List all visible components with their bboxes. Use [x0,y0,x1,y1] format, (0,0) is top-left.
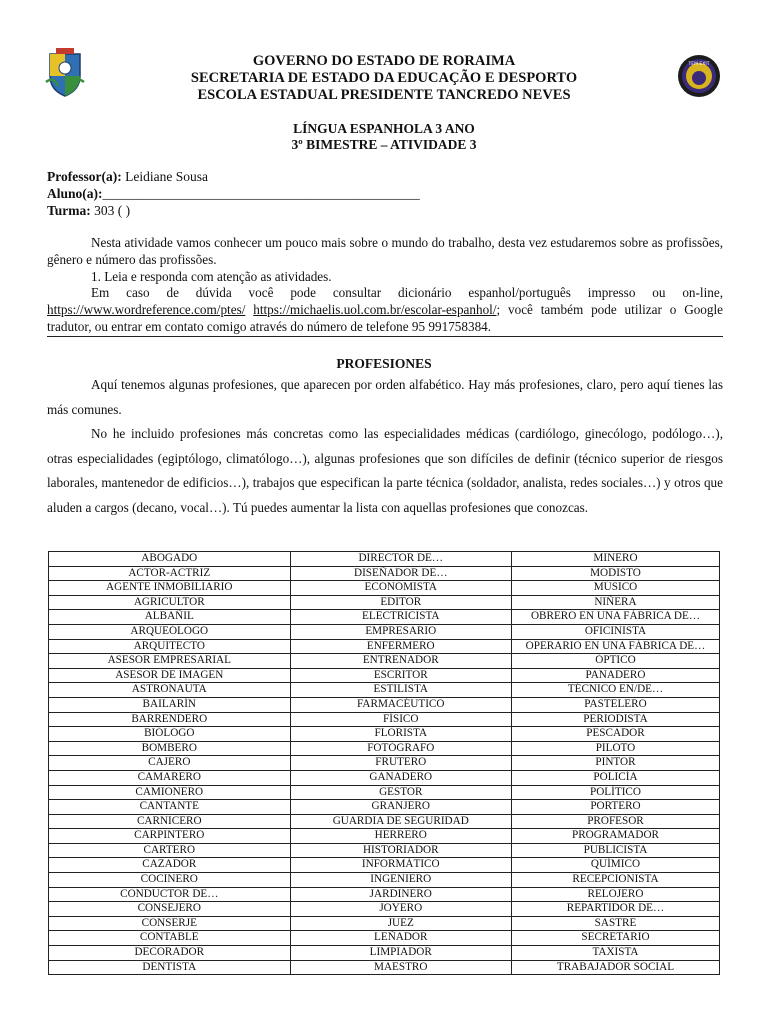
table-row [49,654,720,669]
table-cell: PUBLICISTA [511,843,719,858]
table-row [49,770,720,785]
table-cell: ENFERMERO [290,639,511,654]
table-row [49,756,720,771]
table-cell: FOTÓGRAFO [290,741,511,756]
table-row [49,800,720,815]
professor-label: Professor(a): [47,169,122,184]
table-cell: OPERARIO EN UNA FÁBRICA DE… [511,639,719,654]
table-row [49,683,720,698]
table-row [49,960,720,975]
table-row [49,712,720,727]
table-row [49,624,720,639]
section-paragraph-2: No he incluido profesiones más concretas como las especialidades médicas (cardiólogo, ginecólogo, podólogo…), otras especialidades (egiptólogo, climatólogo…), algunas profesiones que son difíciles de definir (técnico superior de riesgos laborales, mantenedor de edificios…), trabajos que especifican la parte técnica (soldador, analista, redes sociales…) y otros que aluden a cargos (decano, vocal…). Tú puedes aumentar la lista con aquellas profesiones que conozcas. [47,426,723,515]
turma-line [47,202,420,219]
table-cell: FÍSICO [290,712,511,727]
table-cell: CAMIONERO [49,785,291,800]
table-cell: PANADERO [511,668,719,683]
table-cell: PROGRAMADOR [511,829,719,844]
table-row [49,595,720,610]
table-cell: PROFESOR [511,814,719,829]
aluno-label: Aluno(a): [47,186,103,201]
turma-value: 303 ( ) [94,203,131,218]
table-row [49,566,720,581]
table-row [49,931,720,946]
table-row [49,902,720,917]
table-cell: SASTRE [511,916,719,931]
badge-logo-text: TEM EXIT [688,62,710,67]
table-cell: ESCRITOR [290,668,511,683]
table-cell: CANTANTE [49,800,291,815]
table-row [49,581,720,596]
table-row [49,887,720,902]
table-cell: ECONOMISTA [290,581,511,596]
table-cell: ACTOR-ACTRIZ [49,566,291,581]
table-cell: CARTERO [49,843,291,858]
table-cell: ELECTRICISTA [290,610,511,625]
table-row [49,814,720,829]
table-cell: PASTELERO [511,697,719,712]
table-row [49,727,720,742]
aluno-blank: _______________________________________________ [102,186,420,201]
table-cell: TÉCNICO EN/DE… [511,683,719,698]
intro-section [47,235,723,336]
table-cell: DIRECTOR DE… [290,552,511,567]
table-row [49,552,720,567]
michaelis-link[interactable]: https://michaelis.uol.com.br/escolar-espanhol/ [253,302,497,318]
table-cell: NIÑERA [511,595,719,610]
table-cell: ALBAÑIL [49,610,291,625]
professions-table [48,551,720,975]
table-cell: CARNICERO [49,814,291,829]
table-cell: POLÍTICO [511,785,719,800]
table-cell: GANADERO [290,770,511,785]
subject-heading [0,121,768,153]
table-row [49,858,720,873]
subject-activity: 3º BIMESTRE – ATIVIDADE 3 [291,137,477,152]
table-cell: CONSEJERO [49,902,291,917]
professor-value: Leidiane Sousa [125,169,208,184]
table-cell: AGRICULTOR [49,595,291,610]
table-row [49,946,720,961]
wordreference-link[interactable]: https://www.wordreference.com/ptes/ [47,302,246,318]
table-cell: ASESOR EMPRESARIAL [49,654,291,669]
aluno-line [47,185,420,202]
table-cell: JUEZ [290,916,511,931]
document-header [0,53,768,104]
section-paragraph-1: Aquí tenemos algunas profesiones, que aparecen por orden alfabético. Hay más profesiones, claro, pero aquí tienes las más comunes. [47,377,723,417]
table-cell: HERRERO [290,829,511,844]
table-cell: MODISTO [511,566,719,581]
intro-paragraph-2: 1. Leia e responda com atenção as atividades. [91,268,332,284]
table-cell: JOYERO [290,902,511,917]
table-row [49,610,720,625]
table-cell: BAILARÍN [49,697,291,712]
student-info [47,168,420,219]
professions-table-body [49,552,720,975]
table-cell: JARDINERO [290,887,511,902]
table-cell: FLORISTA [290,727,511,742]
table-cell: ABOGADO [49,552,291,567]
table-cell: ARQUITECTO [49,639,291,654]
table-cell: MAESTRO [290,960,511,975]
table-row [49,697,720,712]
table-cell: POLICÍA [511,770,719,785]
table-cell: GESTOR [290,785,511,800]
table-row [49,843,720,858]
table-cell: SECRETARIO [511,931,719,946]
header-school: ESCOLA ESTADUAL PRESIDENTE TANCREDO NEVES [197,87,571,103]
table-cell: MINERO [511,552,719,567]
table-cell: OBRERO EN UNA FÁBRICA DE… [511,610,719,625]
table-row [49,639,720,654]
table-cell: PERIODISTA [511,712,719,727]
table-cell: INGENIERO [290,873,511,888]
table-cell: BIÓLOGO [49,727,291,742]
table-cell: LIMPIADOR [290,946,511,961]
table-cell: FRUTERO [290,756,511,771]
table-cell: RELOJERO [511,887,719,902]
table-cell: CAMARERO [49,770,291,785]
table-cell: DISEÑADOR DE… [290,566,511,581]
table-cell: COCINERO [49,873,291,888]
table-cell: RECEPCIONISTA [511,873,719,888]
table-cell: QUÍMICO [511,858,719,873]
table-cell: CARPINTERO [49,829,291,844]
turma-label: Turma: [47,203,91,218]
table-cell: PESCADOR [511,727,719,742]
table-row [49,873,720,888]
table-cell: DENTISTA [49,960,291,975]
section-title: PROFESIONES [336,356,432,371]
table-cell: BARRENDERO [49,712,291,727]
table-row [49,741,720,756]
intro-p3-end: ; você também pode utilizar o Google tradutor, ou entrar em contato comigo através do número de telefone 95 991758384. [47,302,724,334]
intro-paragraph-3 [47,285,723,335]
table-cell: CAJERO [49,756,291,771]
table-row [49,785,720,800]
table-cell: PINTOR [511,756,719,771]
table-cell: ASESOR DE IMAGEN [49,668,291,683]
table-cell: PILOTO [511,741,719,756]
table-cell: ESTILISTA [290,683,511,698]
table-cell: ÓPTICO [511,654,719,669]
table-row [49,829,720,844]
table-row [49,668,720,683]
table-cell: OFICINISTA [511,624,719,639]
table-cell: HISTORIADOR [290,843,511,858]
table-cell: EDITOR [290,595,511,610]
table-cell: ASTRONAUTA [49,683,291,698]
divider-line [47,336,723,337]
table-cell: PORTERO [511,800,719,815]
table-cell: TAXISTA [511,946,719,961]
table-cell: LEÑADOR [290,931,511,946]
intro-paragraph-1: Nesta atividade vamos conhecer um pouco mais sobre o mundo do trabalho, desta vez estudaremos sobre as profissões, gênero e número das profissões. [47,235,723,267]
table-cell: INFORMÁTICO [290,858,511,873]
table-cell: AGENTE INMOBILIARIO [49,581,291,596]
table-cell: MÚSICO [511,581,719,596]
table-cell: EMPRESARIO [290,624,511,639]
table-cell: FARMACÉUTICO [290,697,511,712]
table-cell: ENTRENADOR [290,654,511,669]
table-cell: BOMBERO [49,741,291,756]
table-cell: CAZADOR [49,858,291,873]
table-cell: CONDUCTOR DE… [49,887,291,902]
table-cell: ARQUEÓLOGO [49,624,291,639]
table-cell: CONTABLE [49,931,291,946]
professor-line [47,168,420,185]
table-cell: DECORADOR [49,946,291,961]
intro-p3-start: Em caso de dúvida você pode consultar dicionário espanhol/português impresso ou on-line, [91,285,723,301]
table-cell: CONSERJE [49,916,291,931]
table-row [49,916,720,931]
table-cell: TRABAJADOR SOCIAL [511,960,719,975]
table-cell: GUARDIA DE SEGURIDAD [290,814,511,829]
header-secretariat: SECRETARIA DE ESTADO DA EDUCAÇÃO E DESPORTO [190,70,578,86]
table-cell: GRANJERO [290,800,511,815]
header-government: GOVERNO DO ESTADO DE RORAIMA [252,53,516,69]
subject-title: LÍNGUA ESPANHOLA 3 ANO [293,121,475,136]
table-cell: REPARTIDOR DE… [511,902,719,917]
section-body [47,373,723,520]
